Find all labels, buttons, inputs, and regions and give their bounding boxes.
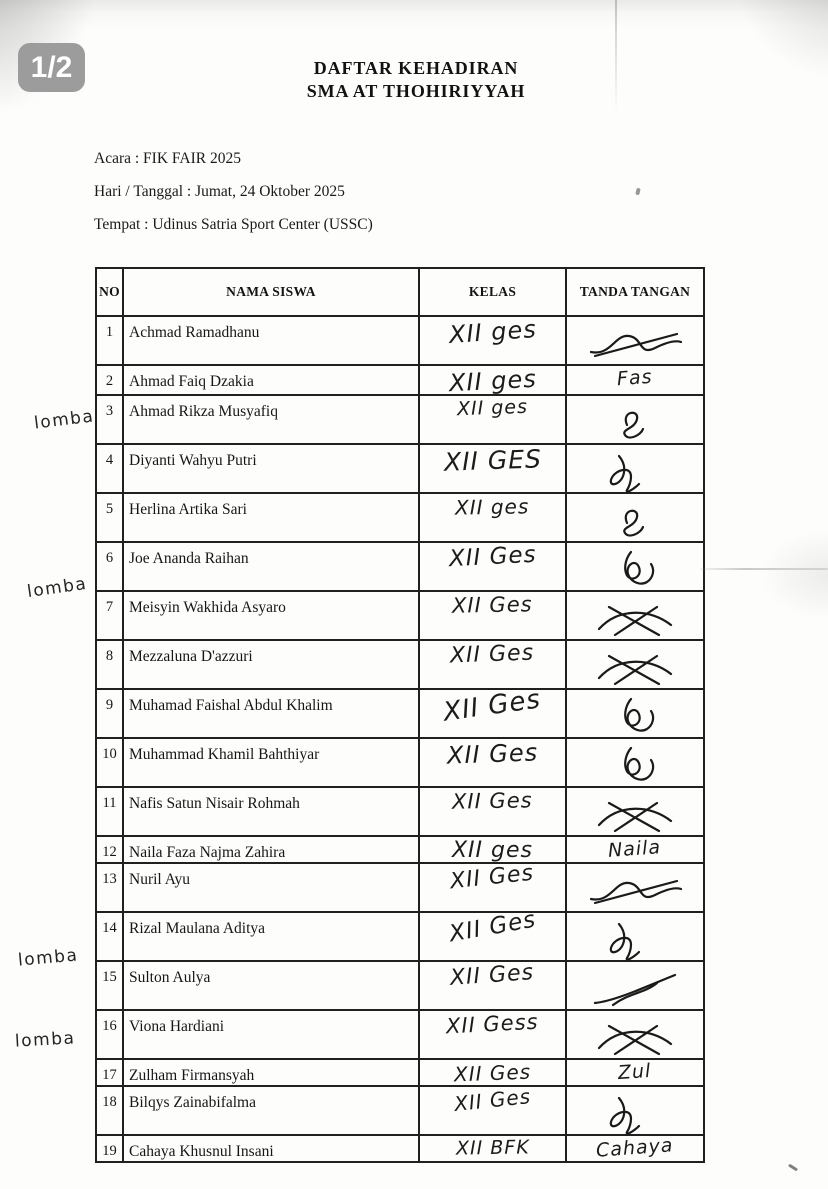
cell-no: 7	[96, 591, 123, 640]
cell-signature	[566, 912, 704, 961]
table-row	[96, 1059, 704, 1086]
venue-line: Tempat : Udinus Satria Sport Center (USSC)	[94, 216, 373, 233]
kelas-handwriting: XII Ges	[451, 788, 533, 814]
cell-no: 3	[96, 395, 123, 444]
cell-kelas-handwritten	[419, 738, 566, 787]
table-row	[96, 1135, 704, 1162]
cell-no: 11	[96, 787, 123, 836]
kelas-handwriting: XII ges	[447, 314, 538, 350]
scan-crease-horizontal	[700, 568, 828, 570]
cell-kelas-handwritten	[419, 1059, 566, 1086]
signature-handwriting: Zul	[617, 1059, 653, 1085]
cell-student-name: Ahmad Faiq Dzakia	[123, 365, 419, 395]
kelas-handwriting: XII Ges	[446, 738, 539, 770]
cell-signature	[566, 365, 704, 395]
table-row	[96, 316, 704, 365]
cell-kelas-handwritten	[419, 1010, 566, 1059]
cell-signature	[566, 961, 704, 1010]
cell-kelas-handwritten	[419, 836, 566, 863]
cell-kelas-handwritten	[419, 961, 566, 1010]
cell-no: 10	[96, 738, 123, 787]
cell-no: 9	[96, 689, 123, 738]
table-row	[96, 787, 704, 836]
signature-scribble	[585, 548, 685, 590]
cell-kelas-handwritten	[419, 395, 566, 444]
cell-no: 17	[96, 1059, 123, 1086]
scan-crease-vertical	[615, 0, 617, 112]
table-row	[96, 836, 704, 863]
table-row	[96, 444, 704, 493]
table-row	[96, 912, 704, 961]
table-row	[96, 863, 704, 912]
signature-scribble	[585, 597, 685, 639]
cell-student-name: Zulham Firmansyah	[123, 1059, 419, 1086]
cell-kelas-handwritten	[419, 542, 566, 591]
cell-no: 13	[96, 863, 123, 912]
kelas-handwriting: XII Ges	[453, 1059, 532, 1087]
table-row	[96, 961, 704, 1010]
cell-signature	[566, 1010, 704, 1059]
cell-signature	[566, 640, 704, 689]
cell-signature	[566, 493, 704, 542]
cell-signature	[566, 444, 704, 493]
cell-student-name: Bilqys Zainabifalma	[123, 1086, 419, 1135]
signature-scribble	[585, 450, 685, 492]
kelas-handwriting: XII Gess	[445, 1009, 540, 1039]
cell-kelas-handwritten	[419, 787, 566, 836]
cell-student-name: Sulton Aulya	[123, 961, 419, 1010]
table-row	[96, 365, 704, 395]
cell-kelas-handwritten	[419, 1086, 566, 1135]
cell-no: 15	[96, 961, 123, 1010]
cell-no: 2	[96, 365, 123, 395]
signature-scribble	[585, 646, 685, 688]
kelas-handwriting: XII Ges	[441, 684, 544, 728]
cell-no: 5	[96, 493, 123, 542]
scan-speck	[788, 1164, 798, 1172]
column-header-tanda-tangan: TANDA TANGAN	[566, 268, 704, 316]
title-line-2: SMA AT THOHIRIYYAH	[306, 81, 526, 101]
cell-signature	[566, 542, 704, 591]
signature-scribble	[585, 499, 685, 541]
cell-kelas-handwritten	[419, 640, 566, 689]
signature-scribble	[585, 967, 685, 1009]
cell-kelas-handwritten	[419, 316, 566, 365]
cell-student-name: Muhamad Faishal Abdul Khalim	[123, 689, 419, 738]
page-indicator-badge: 1/2	[18, 43, 85, 92]
table-row	[96, 689, 704, 738]
column-header-nama-siswa: NAMA SISWA	[123, 268, 419, 316]
signature-handwriting: Naila	[607, 836, 663, 862]
cell-no: 4	[96, 444, 123, 493]
signature-scribble	[585, 401, 685, 443]
cell-student-name: Muhammad Khamil Bahthiyar	[123, 738, 419, 787]
signature-handwriting: Fas	[616, 365, 654, 391]
signature-scribble	[585, 744, 685, 786]
kelas-handwriting: XII Ges	[452, 1084, 533, 1116]
attendance-table	[95, 267, 705, 1163]
cell-no: 18	[96, 1086, 123, 1135]
cell-kelas-handwritten	[419, 906, 566, 961]
cell-student-name: Herlina Artika Sari	[123, 493, 419, 542]
cell-no: 1	[96, 316, 123, 365]
kelas-handwriting: XII BFK	[455, 1136, 530, 1160]
cell-student-name: Meisyin Wakhida Asyaro	[123, 591, 419, 640]
signature-scribble	[585, 695, 685, 737]
kelas-handwriting: XII ges	[447, 364, 538, 398]
cell-kelas-handwritten	[419, 364, 566, 398]
cell-no: 19	[96, 1135, 123, 1162]
kelas-handwriting: XII ges	[455, 494, 530, 520]
kelas-handwriting: XII Ges	[450, 640, 535, 669]
signature-scribble	[585, 869, 685, 911]
cell-signature	[566, 1059, 704, 1086]
cell-signature	[566, 591, 704, 640]
signature-scribble	[585, 1016, 685, 1058]
event-line: Acara : FIK FAIR 2025	[94, 150, 241, 167]
cell-student-name: Ahmad Rikza Musyafiq	[123, 395, 419, 444]
table-row	[96, 591, 704, 640]
kelas-handwriting: XII Ges	[449, 860, 536, 895]
cell-student-name: Diyanti Wahyu Putri	[123, 444, 419, 493]
cell-signature	[566, 395, 704, 444]
signature-scribble	[585, 918, 685, 960]
cell-student-name: Nafis Satun Nisair Rohmah	[123, 787, 419, 836]
signature-scribble	[585, 793, 685, 835]
table-row	[96, 1086, 704, 1135]
cell-student-name: Achmad Ramadhanu	[123, 316, 419, 365]
kelas-handwriting: XII ges	[456, 395, 529, 421]
kelas-handwriting: XII Ges	[447, 906, 538, 948]
cell-no: 8	[96, 640, 123, 689]
cell-kelas-handwritten	[419, 860, 566, 912]
margin-note-lomba: lomba	[25, 573, 89, 603]
cell-no: 6	[96, 542, 123, 591]
cell-kelas-handwritten	[419, 684, 566, 738]
kelas-handwriting: XII ges	[451, 838, 533, 863]
signature-scribble	[585, 322, 685, 364]
margin-note-lomba: lomba	[17, 945, 80, 971]
scan-speck	[635, 188, 641, 196]
column-header-kelas: KELAS	[419, 268, 566, 316]
margin-note-lomba: lomba	[14, 1028, 76, 1052]
cell-student-name: Nuril Ayu	[123, 863, 419, 912]
column-header-no: NO	[96, 268, 123, 316]
cell-no: 16	[96, 1010, 123, 1059]
table-row	[96, 738, 704, 787]
title-line-1: DAFTAR KEHADIRAN	[313, 58, 519, 78]
table-row	[96, 395, 704, 444]
cell-student-name: Rizal Maulana Aditya	[123, 912, 419, 961]
margin-note-lomba: lomba	[33, 406, 96, 434]
cell-student-name: Cahaya Khusnul Insani	[123, 1135, 419, 1162]
cell-signature	[566, 787, 704, 836]
table-header-row	[96, 268, 704, 316]
signature-scribble	[585, 1092, 685, 1134]
cell-kelas-handwritten	[419, 444, 566, 493]
cell-kelas-handwritten	[419, 493, 566, 542]
cell-kelas-handwritten	[419, 591, 566, 640]
cell-signature	[566, 316, 704, 365]
cell-student-name: Viona Hardiani	[123, 1010, 419, 1059]
cell-signature	[566, 836, 704, 863]
signature-handwriting: Cahaya	[595, 1134, 675, 1162]
table-row	[96, 1010, 704, 1059]
kelas-handwriting: XII Ges	[449, 960, 536, 991]
table-row	[96, 542, 704, 591]
cell-signature	[566, 738, 704, 787]
kelas-handwriting: XII GES	[443, 444, 542, 477]
cell-signature	[566, 1135, 704, 1162]
cell-signature	[566, 863, 704, 912]
cell-kelas-handwritten	[419, 1135, 566, 1162]
table-row	[96, 640, 704, 689]
cell-student-name: Mezzaluna D'azzuri	[123, 640, 419, 689]
cell-student-name: Joe Ananda Raihan	[123, 542, 419, 591]
cell-no: 14	[96, 912, 123, 961]
table-row	[96, 493, 704, 542]
cell-no: 12	[96, 836, 123, 863]
cell-signature	[566, 689, 704, 738]
document-title	[0, 57, 828, 103]
kelas-handwriting: XII Ges	[451, 592, 533, 618]
cell-signature	[566, 1086, 704, 1135]
cell-student-name: Naila Faza Najma Zahira	[123, 836, 419, 863]
date-line: Hari / Tanggal : Jumat, 24 Oktober 2025	[94, 183, 345, 200]
kelas-handwriting: XII Ges	[448, 541, 537, 573]
